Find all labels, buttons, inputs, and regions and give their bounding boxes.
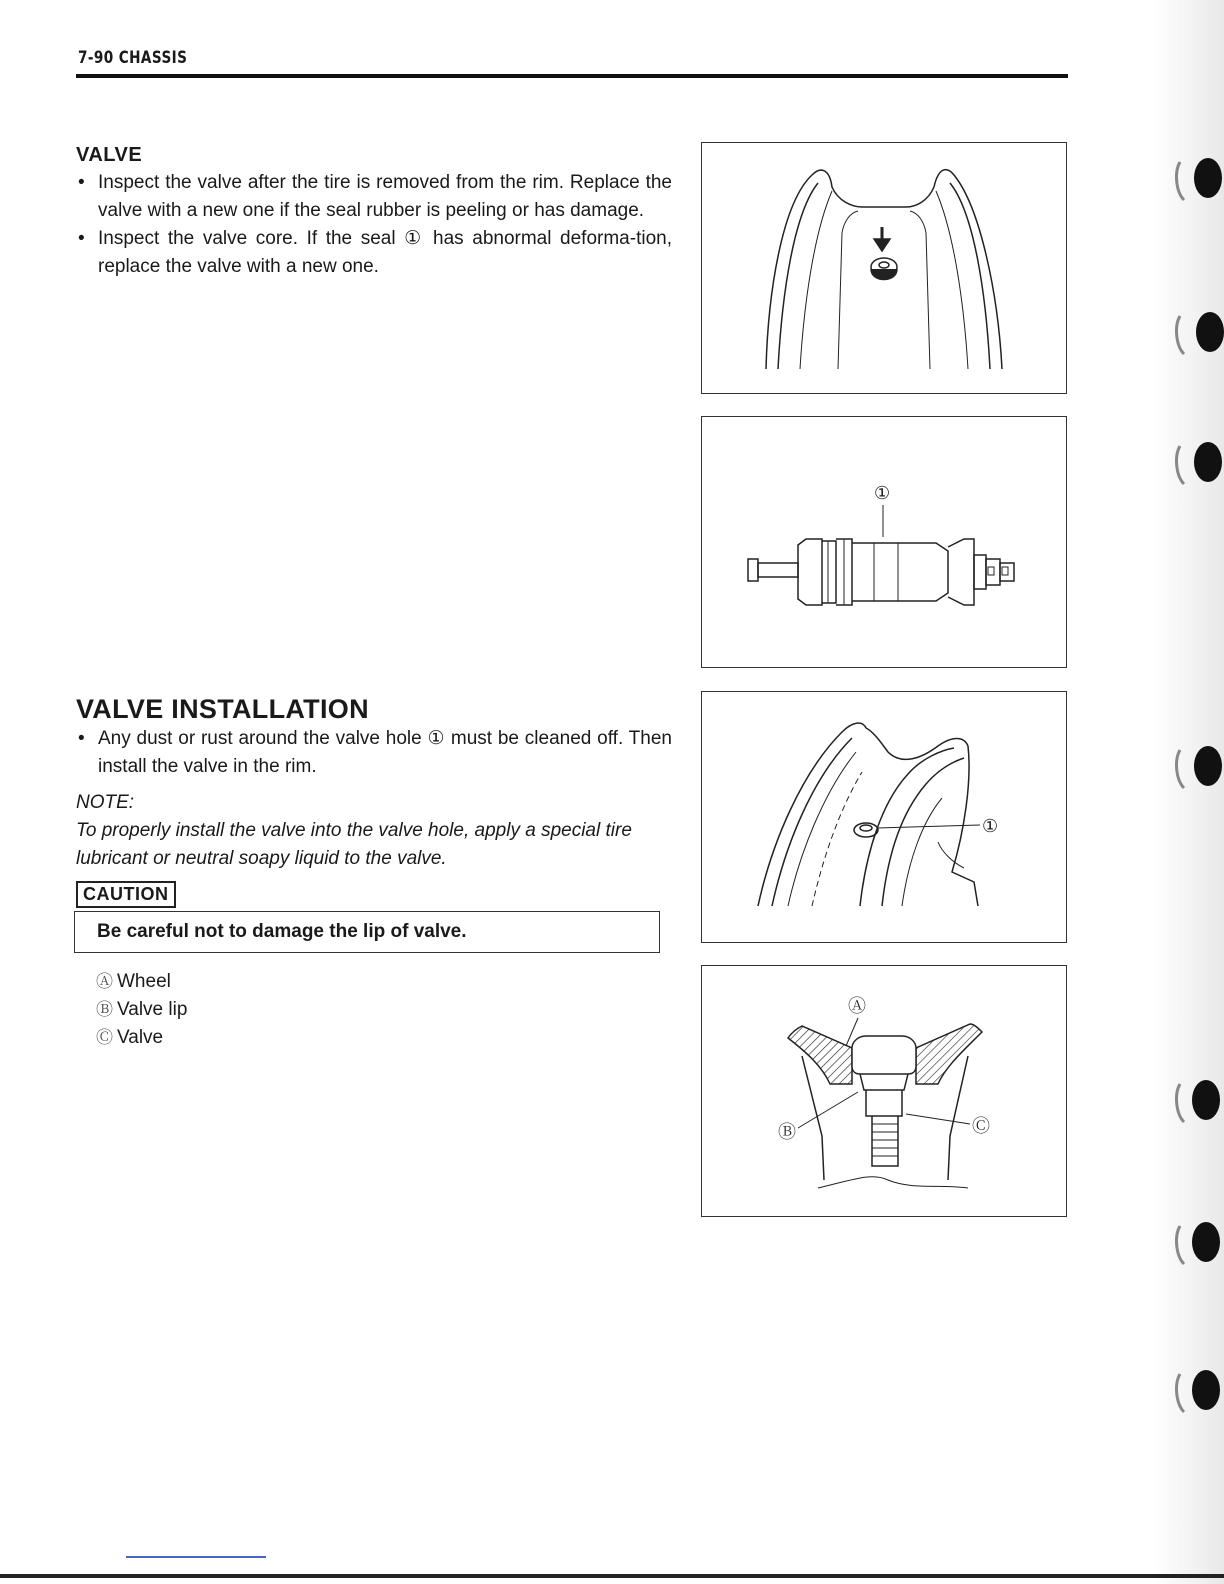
binder-tab-5: [1150, 1064, 1224, 1134]
note-label: NOTE:: [76, 792, 135, 813]
fig3-callout: ①: [982, 816, 999, 837]
binder-tab-2: [1150, 296, 1224, 366]
caution-box: [74, 911, 660, 953]
binder-tab-6: [1150, 1206, 1224, 1276]
figure-valve-core: [701, 416, 1067, 668]
bottom-blue-line: [126, 1556, 266, 1558]
figure-rim-valve: [701, 142, 1067, 394]
binder-tab-7: [1150, 1354, 1224, 1424]
valve-bullet-1: • Inspect the valve after the tire is removed from the rim. Replace the valve with a new one if the seal rubber is peeling or has damage.: [76, 169, 672, 225]
figure-valve-hole: [701, 691, 1067, 943]
install-heading: VALVE INSTALLATION: [76, 694, 369, 724]
valve-bullet-2: • Inspect the valve core. If the seal ① has abnormal deforma-tion, replace the valve with a new one.: [76, 225, 672, 281]
legend-item-valve-lip: Ⓑ Valve lip: [96, 999, 188, 1020]
figure-valve-section: [701, 965, 1067, 1217]
valve-heading: VALVE: [76, 144, 143, 166]
caution-text: Be careful not to damage the lip of valve.: [97, 921, 467, 942]
page-label: 7-90 CHASSIS: [78, 48, 188, 68]
legend-item-wheel: Ⓐ Wheel: [96, 971, 171, 992]
fig4-label-a: Ⓐ: [848, 996, 866, 1017]
fig4-label-c: Ⓒ: [972, 1116, 990, 1137]
install-section: [76, 694, 672, 908]
page-header: [76, 46, 1068, 78]
binder-tab-3: [1150, 426, 1224, 496]
note-text: To properly install the valve into the valve hole, apply a special tire lubricant or neutral soapy liquid to the valve.: [76, 820, 632, 869]
bottom-rule: [0, 1574, 1224, 1578]
fig4-label-b: Ⓑ: [778, 1122, 796, 1143]
binder-tab-4: [1150, 730, 1224, 800]
binder-tab-1: [1150, 142, 1224, 212]
legend: [96, 968, 187, 1052]
legend-item-valve: Ⓒ Valve: [96, 1027, 164, 1048]
caution-label: CAUTION: [76, 881, 176, 908]
install-bullet-1: • Any dust or rust around the valve hole ① must be cleaned off. Then install the valve in the rim.: [76, 725, 672, 781]
fig2-callout: ①: [874, 483, 891, 504]
valve-section: [76, 144, 672, 281]
